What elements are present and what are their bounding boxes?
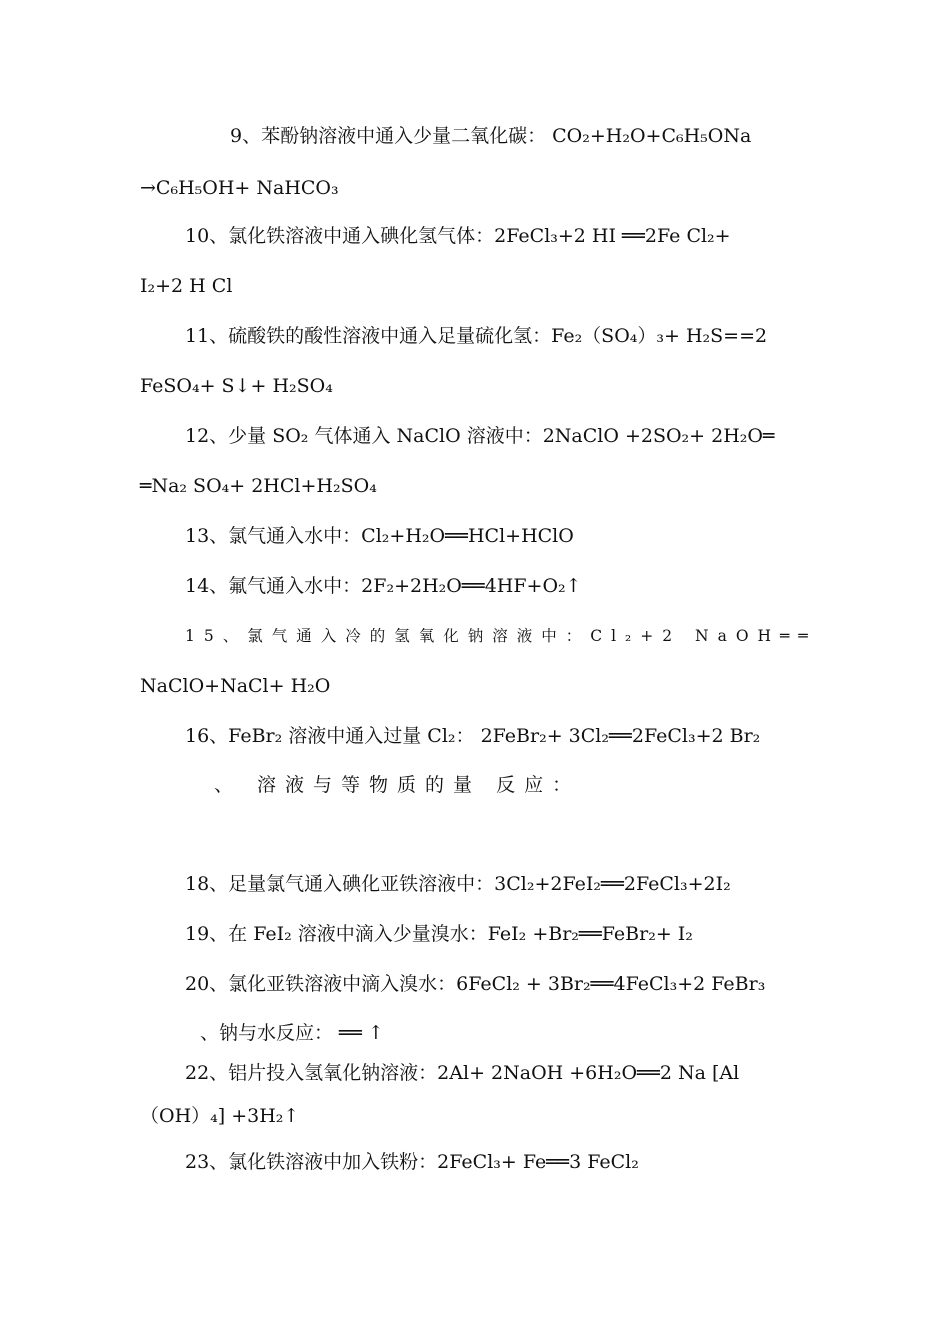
equation-10-line-1: 10、氯化铁溶液中通入碘化氢气体：2FeCl₃+2 HI ══2Fe Cl₂+ (185, 225, 731, 247)
equation-22-line-1: 22、铝片投入氢氧化钠溶液：2Al+ 2NaOH +6H₂O══2 Na [Al (185, 1062, 740, 1084)
equation-16: 16、FeBr₂ 溶液中通入过量 Cl₂： 2FeBr₂+ 3Cl₂══2FeCl₃+2 Br₂ (185, 725, 761, 747)
equation-20: 20、氯化亚铁溶液中滴入溴水：6FeCl₂ + 3Br₂══4FeCl₃+2 FeBr₃ (185, 973, 766, 995)
equation-15-line-1: 15、氯气通入冷的氢氧化钠溶液中：Cl₂+2 NaOH══ (185, 627, 817, 645)
equation-23: 23、氯化铁溶液中加入铁粉：2FeCl₃+ Fe══3 FeCl₂ (185, 1151, 639, 1173)
equation-22-line-2: （OH）₄] +3H₂↑ (140, 1105, 300, 1127)
equation-12-line-1: 12、少量 SO₂ 气体通入 NaClO 溶液中：2NaClO +2SO₂+ 2H₂O═ (185, 425, 775, 447)
equation-10-line-2: I₂+2 H Cl (140, 275, 233, 297)
equation-9-line-1: 9、苯酚钠溶液中通入少量二氧化碳： CO₂+H₂O+C₆H₅ONa (230, 125, 752, 147)
equation-11-line-1: 11、硫酸铁的酸性溶液中通入足量硫化氢：Fe₂（SO₄）₃+ H₂S==2 (185, 325, 768, 347)
equation-9-line-2: →C₆H₅OH+ NaHCO₃ (140, 177, 339, 199)
equation-21-partial: 、钠与水反应： ══ ↑ (200, 1022, 384, 1044)
equation-14: 14、氟气通入水中：2F₂+2H₂O══4HF+O₂↑ (185, 575, 582, 597)
equation-18: 18、足量氯气通入碘化亚铁溶液中：3Cl₂+2FeI₂══2FeCl₃+2I₂ (185, 873, 731, 895)
equation-15-line-2: NaClO+NaCl+ H₂O (140, 675, 331, 697)
equation-19: 19、在 FeI₂ 溶液中滴入少量溴水：FeI₂ +Br₂══FeBr₂+ I₂ (185, 923, 693, 945)
equation-13: 13、氯气通入水中：Cl₂+H₂O══HCl+HClO (185, 525, 574, 547)
equation-12-line-2: ═Na₂ SO₄+ 2HCl+H₂SO₄ (140, 475, 377, 497)
equation-11-line-2: FeSO₄+ S↓+ H₂SO₄ (140, 375, 333, 397)
equation-17-partial: 、 溶液与等物质的量 反应： (214, 774, 581, 796)
